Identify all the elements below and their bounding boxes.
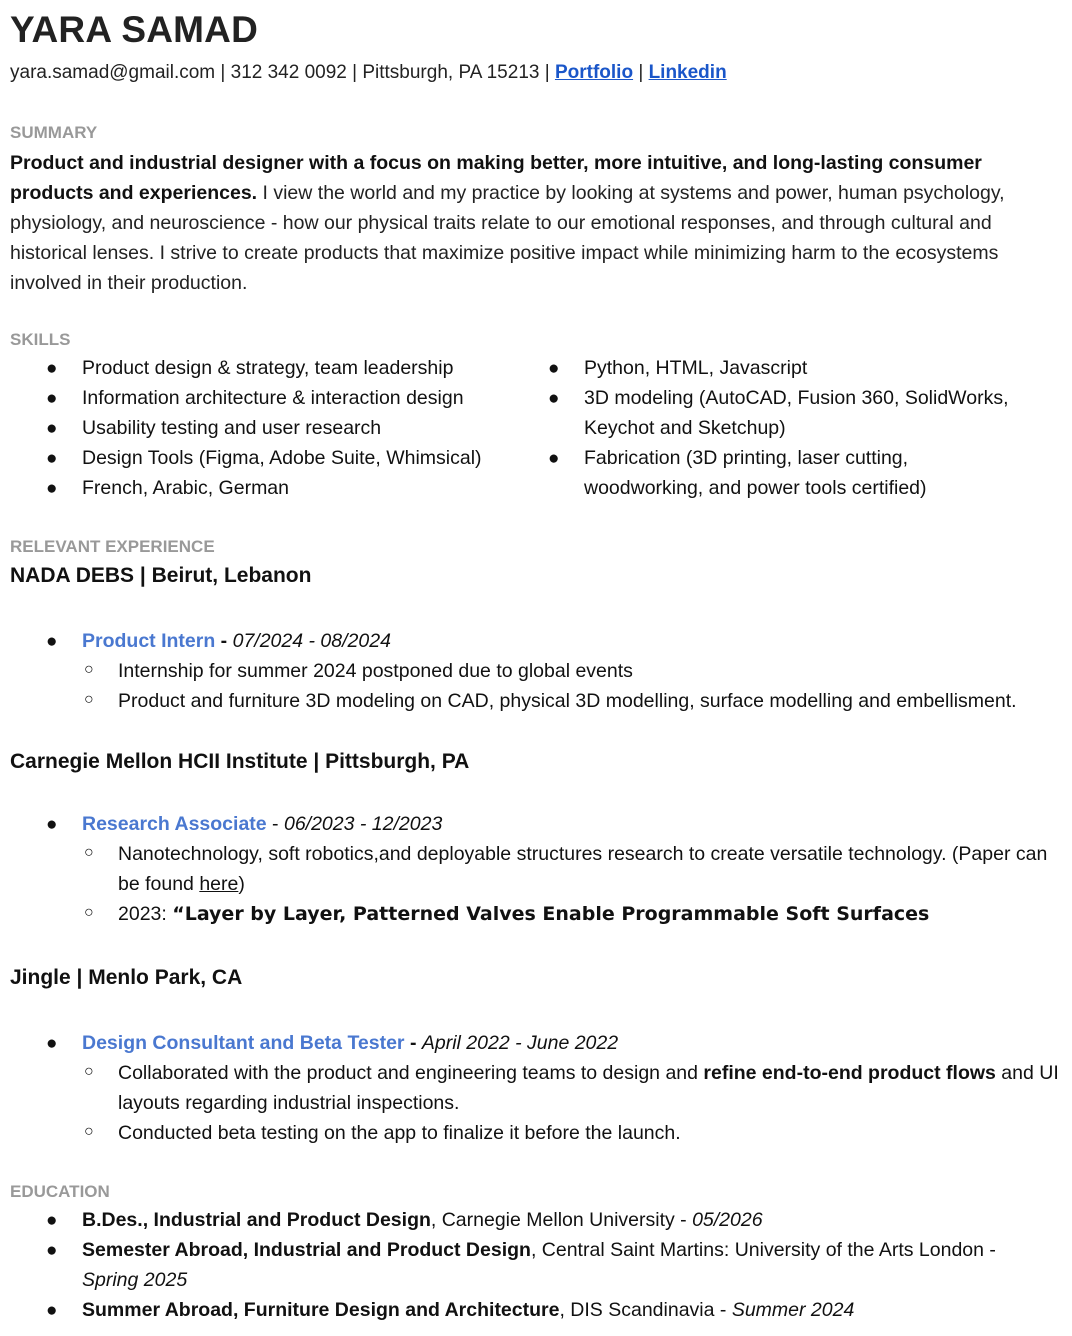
job-point: Internship for summer 2024 postponed due to global events [118, 660, 633, 682]
contact-separator: | [633, 62, 649, 83]
job-point [118, 839, 1058, 899]
sub-bullet-icon: ○ [84, 1123, 94, 1140]
education-item [82, 1235, 1050, 1295]
school: , DIS Scandinavia - [559, 1299, 732, 1321]
degree: B.Des., Industrial and Product Design [82, 1209, 431, 1231]
job-point-close: ) [238, 873, 245, 895]
skills-heading: SKILLS [10, 330, 71, 349]
bullet-icon: ● [46, 1240, 58, 1261]
bullet-icon: ● [46, 358, 58, 379]
job-dates: 06/2023 - 12/2023 [283, 813, 443, 835]
job-point-text: and UI layouts regarding industrial inspections. [118, 1062, 1059, 1114]
candidate-name: YARA SAMAD [10, 9, 259, 50]
job-role: Research Associate [82, 813, 267, 835]
sub-bullet-icon: ○ [84, 844, 94, 861]
bullet-icon: ● [46, 1210, 58, 1231]
summary-text [10, 148, 1060, 298]
bullet-icon: ● [46, 631, 58, 652]
sub-bullet-icon: ○ [84, 1063, 94, 1080]
education-item [82, 1205, 763, 1235]
school: , Central Saint Martins: University of the Arts London - [530, 1239, 996, 1261]
sub-bullet-icon: ○ [84, 661, 94, 678]
bullet-icon: ● [46, 388, 58, 409]
publication-year: 2023: [118, 903, 173, 925]
job-separator: - [215, 630, 233, 652]
degree: Summer Abroad, Furniture Design and Architecture [82, 1299, 560, 1321]
bullet-icon: ● [46, 418, 58, 439]
experience-heading: RELEVANT EXPERIENCE [10, 537, 215, 556]
bullet-icon: ● [548, 448, 560, 469]
linkedin-link[interactable]: Linkedin [648, 62, 727, 83]
job-role: Design Consultant and Beta Tester [82, 1032, 405, 1054]
job-dates: April 2022 - June 2022 [421, 1032, 619, 1054]
education-item [82, 1295, 854, 1325]
bullet-icon: ● [46, 1300, 58, 1321]
summary-lead: Product and industrial designer with a focus on making better, more intuitive, and long-lasting consumer products and experiences. [10, 152, 982, 204]
education-heading: EDUCATION [10, 1182, 110, 1201]
education-date: Spring 2025 [82, 1269, 188, 1291]
education-date: Summer 2024 [731, 1299, 855, 1321]
sub-bullet-icon: ○ [84, 904, 94, 921]
job-separator: - [266, 813, 284, 835]
job-point [118, 899, 929, 929]
education-date: 05/2026 [692, 1209, 763, 1231]
bullet-icon: ● [46, 448, 58, 469]
summary-body: I view the world and my practice by looking at systems and power, human psychology, physiology, and neuroscience - how our physical traits relate to our emotional responses, and through cultural and historical lenses. I strive to create products that maximize positive impact while minimizing harm to the ecosystems involved in their production. [10, 182, 1005, 294]
school: , Carnegie Mellon University - [430, 1209, 693, 1231]
skill-item: Design Tools (Figma, Adobe Suite, Whimsical) [82, 447, 482, 469]
skill-item: Information architecture & interaction design [82, 387, 464, 409]
publication-title: “Layer by Layer, Patterned Valves Enable Programmable Soft Surfaces [172, 903, 930, 925]
job-dates: 07/2024 - 08/2024 [232, 630, 391, 652]
job-point-text: Nanotechnology, soft robotics,and deployable structures research to create versatile technology. (Paper can be found [118, 843, 1048, 895]
skill-item: Usability testing and user research [82, 417, 382, 439]
skill-item: Fabrication (3D printing, laser cutting, woodworking, and power tools certified) [584, 447, 927, 499]
bullet-icon: ● [46, 478, 58, 499]
job-point: Conducted beta testing on the app to finalize it before the launch. [118, 1122, 681, 1144]
job-point-emphasis: refine end-to-end product flows [703, 1062, 996, 1084]
skill-item: French, Arabic, German [82, 477, 289, 499]
skill-item: 3D modeling (AutoCAD, Fusion 360, SolidWorks, Keychot and Sketchup) [584, 387, 1009, 439]
org-cmu-hcii: Carnegie Mellon HCII Institute | Pittsburgh, PA [10, 750, 470, 773]
skill-item: Python, HTML, Javascript [584, 357, 808, 379]
skill-item: Product design & strategy, team leadership [82, 357, 454, 379]
job-point-text: Collaborated with the product and engineering teams to design and [118, 1062, 704, 1084]
job-role: Product Intern [82, 630, 216, 652]
bullet-icon: ● [46, 814, 58, 835]
sub-bullet-icon: ○ [84, 691, 94, 708]
degree: Semester Abroad, Industrial and Product Design [82, 1239, 531, 1261]
summary-heading: SUMMARY [10, 123, 98, 142]
org-nada-debs: NADA DEBS | Beirut, Lebanon [10, 564, 312, 587]
job-separator: - [404, 1032, 422, 1054]
contact-line [10, 62, 727, 84]
job-title-line [82, 1028, 618, 1058]
contact-details: yara.samad@gmail.com | 312 342 0092 | Pittsburgh, PA 15213 | [10, 62, 555, 83]
org-jingle: Jingle | Menlo Park, CA [10, 966, 243, 989]
job-point [118, 1058, 1066, 1118]
bullet-icon: ● [548, 358, 560, 379]
paper-link[interactable]: here [199, 873, 239, 895]
job-title-line [82, 626, 391, 656]
job-point: Product and furniture 3D modeling on CAD, physical 3D modelling, surface modelling and embellisment. [118, 690, 1017, 712]
job-title-line [82, 809, 442, 839]
bullet-icon: ● [548, 388, 560, 409]
bullet-icon: ● [46, 1033, 58, 1054]
portfolio-link[interactable]: Portfolio [554, 62, 634, 83]
